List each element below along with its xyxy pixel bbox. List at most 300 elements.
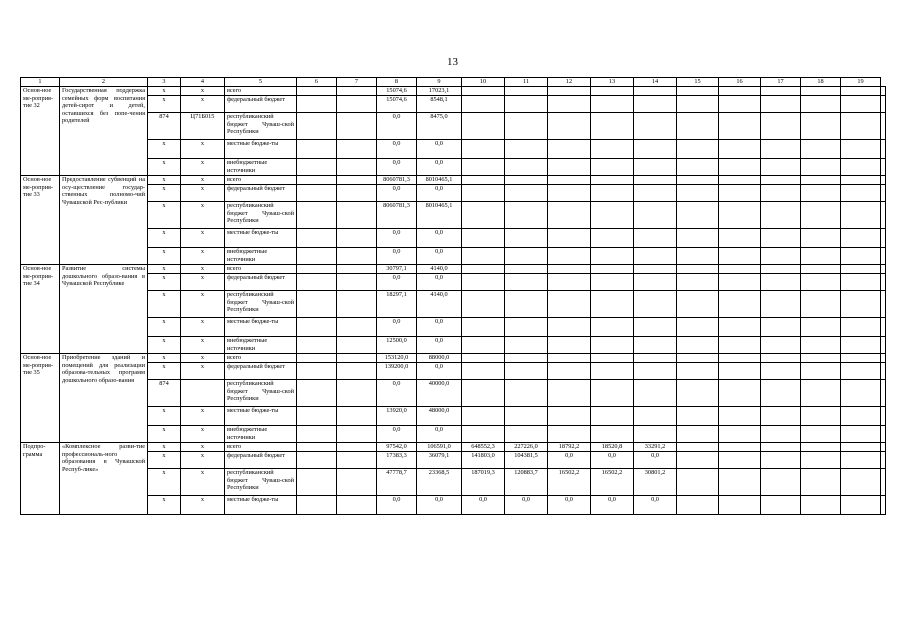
value-cell xyxy=(841,337,881,354)
value-cell xyxy=(881,265,886,274)
measure-code: Основ-ное ме-роприя-тие 32 xyxy=(21,87,60,176)
value-cell xyxy=(505,363,548,380)
value-cell xyxy=(337,202,377,229)
value-cell xyxy=(881,202,886,229)
target-code: х xyxy=(181,229,225,248)
target-code: х xyxy=(181,248,225,265)
table-row xyxy=(21,229,886,248)
value-cell xyxy=(337,469,377,496)
value-cell xyxy=(801,229,841,248)
value-cell xyxy=(548,407,591,426)
header-cell: 12 xyxy=(548,78,591,87)
value-cell xyxy=(801,443,841,452)
value-cell xyxy=(548,176,591,185)
value-cell xyxy=(591,202,634,229)
value-cell xyxy=(634,380,677,407)
value-cell xyxy=(881,407,886,426)
target-code: х xyxy=(181,159,225,176)
value-cell xyxy=(297,363,337,380)
value-cell xyxy=(761,426,801,443)
value-cell xyxy=(548,291,591,318)
value-cell: 0,0 xyxy=(417,248,462,265)
value-cell xyxy=(719,291,761,318)
funding-source: внебюджетные источники xyxy=(225,426,297,443)
funding-source: республиканский бюджет Чуваш-ской Республики xyxy=(225,380,297,407)
value-cell xyxy=(761,354,801,363)
value-cell: 16502,2 xyxy=(548,469,591,496)
value-cell xyxy=(297,452,337,469)
table-row xyxy=(21,469,886,496)
value-cell xyxy=(462,202,505,229)
admin-code: х xyxy=(148,291,181,318)
value-cell xyxy=(801,96,841,113)
value-cell xyxy=(548,202,591,229)
value-cell xyxy=(801,176,841,185)
admin-code: х xyxy=(148,496,181,515)
value-cell xyxy=(841,229,881,248)
value-cell xyxy=(841,265,881,274)
value-cell: 4140,0 xyxy=(417,265,462,274)
value-cell xyxy=(677,176,719,185)
header-cell: 13 xyxy=(591,78,634,87)
value-cell xyxy=(677,229,719,248)
value-cell xyxy=(801,291,841,318)
admin-code: х xyxy=(148,202,181,229)
value-cell xyxy=(761,407,801,426)
value-cell xyxy=(761,469,801,496)
value-cell xyxy=(634,202,677,229)
value-cell xyxy=(591,96,634,113)
admin-code: 874 xyxy=(148,380,181,407)
header-cell: 14 xyxy=(634,78,677,87)
value-cell xyxy=(548,229,591,248)
value-cell xyxy=(881,87,886,96)
value-cell xyxy=(881,140,886,159)
admin-code: 874 xyxy=(148,113,181,140)
value-cell xyxy=(297,443,337,452)
value-cell xyxy=(297,318,337,337)
funding-source: местные бюдже-ты xyxy=(225,318,297,337)
value-cell xyxy=(505,274,548,291)
value-cell xyxy=(719,407,761,426)
value-cell xyxy=(677,87,719,96)
value-cell: 0,0 xyxy=(505,496,548,515)
value-cell xyxy=(841,159,881,176)
value-cell: 18792,2 xyxy=(548,443,591,452)
value-cell xyxy=(297,337,337,354)
value-cell xyxy=(801,185,841,202)
value-cell xyxy=(801,318,841,337)
target-code: х xyxy=(181,318,225,337)
header-cell: 19 xyxy=(841,78,881,87)
value-cell xyxy=(548,274,591,291)
value-cell xyxy=(634,159,677,176)
header-cell: 17 xyxy=(761,78,801,87)
value-cell xyxy=(505,140,548,159)
admin-code: х xyxy=(148,407,181,426)
admin-code: х xyxy=(148,96,181,113)
table-row xyxy=(21,202,886,229)
target-code: х xyxy=(181,452,225,469)
funding-source: республиканский бюджет Чуваш-ской Республики xyxy=(225,469,297,496)
value-cell xyxy=(505,354,548,363)
value-cell xyxy=(719,354,761,363)
value-cell: 0,0 xyxy=(417,274,462,291)
value-cell xyxy=(719,202,761,229)
table-row xyxy=(21,96,886,113)
value-cell xyxy=(801,496,841,515)
measure-code: Основ-ное ме-роприя-тие 34 xyxy=(21,265,60,354)
value-cell xyxy=(677,452,719,469)
table-row xyxy=(21,185,886,202)
value-cell xyxy=(634,185,677,202)
value-cell xyxy=(591,274,634,291)
value-cell xyxy=(841,248,881,265)
value-cell xyxy=(591,291,634,318)
value-cell: 8010465,1 xyxy=(417,202,462,229)
value-cell xyxy=(761,452,801,469)
value-cell xyxy=(841,452,881,469)
value-cell: 153120,0 xyxy=(377,354,417,363)
value-cell xyxy=(548,265,591,274)
header-cell: 1 xyxy=(21,78,60,87)
value-cell xyxy=(761,274,801,291)
value-cell: 4140,0 xyxy=(417,291,462,318)
value-cell xyxy=(462,248,505,265)
value-cell xyxy=(761,176,801,185)
value-cell xyxy=(761,113,801,140)
value-cell xyxy=(297,248,337,265)
value-cell xyxy=(881,185,886,202)
value-cell: 0,0 xyxy=(634,452,677,469)
funding-source: республиканский бюджет Чуваш-ской Республики xyxy=(225,291,297,318)
value-cell xyxy=(337,291,377,318)
value-cell xyxy=(591,140,634,159)
value-cell xyxy=(881,113,886,140)
value-cell xyxy=(297,496,337,515)
value-cell xyxy=(761,265,801,274)
value-cell xyxy=(801,354,841,363)
value-cell xyxy=(719,337,761,354)
value-cell xyxy=(881,318,886,337)
value-cell xyxy=(761,229,801,248)
value-cell xyxy=(801,380,841,407)
value-cell xyxy=(591,426,634,443)
admin-code: х xyxy=(148,159,181,176)
value-cell xyxy=(297,202,337,229)
value-cell: 18297,1 xyxy=(377,291,417,318)
value-cell xyxy=(761,248,801,265)
value-cell xyxy=(761,140,801,159)
value-cell xyxy=(462,113,505,140)
value-cell xyxy=(505,380,548,407)
value-cell: 18520,8 xyxy=(591,443,634,452)
value-cell xyxy=(548,426,591,443)
value-cell xyxy=(462,96,505,113)
value-cell xyxy=(462,185,505,202)
admin-code: х xyxy=(148,229,181,248)
value-cell xyxy=(337,426,377,443)
admin-code: х xyxy=(148,354,181,363)
value-cell: 104381,5 xyxy=(505,452,548,469)
value-cell xyxy=(841,496,881,515)
value-cell: 23368,5 xyxy=(417,469,462,496)
target-code: х xyxy=(181,426,225,443)
value-cell xyxy=(297,354,337,363)
table-row xyxy=(21,291,886,318)
value-cell: 97542,0 xyxy=(377,443,417,452)
value-cell xyxy=(801,265,841,274)
value-cell xyxy=(761,202,801,229)
target-code: х xyxy=(181,87,225,96)
value-cell xyxy=(881,96,886,113)
value-cell xyxy=(761,496,801,515)
value-cell xyxy=(548,354,591,363)
measure-code: Основ-ное ме-роприя-тие 35 xyxy=(21,354,60,443)
value-cell: 15074,6 xyxy=(377,87,417,96)
value-cell xyxy=(841,140,881,159)
value-cell xyxy=(548,380,591,407)
table-row xyxy=(21,496,886,515)
value-cell xyxy=(881,274,886,291)
target-code: х xyxy=(181,96,225,113)
value-cell xyxy=(719,96,761,113)
funding-source: местные бюдже-ты xyxy=(225,496,297,515)
value-cell xyxy=(634,337,677,354)
value-cell xyxy=(801,337,841,354)
value-cell: 13920,0 xyxy=(377,407,417,426)
value-cell xyxy=(677,291,719,318)
admin-code: х xyxy=(148,337,181,354)
measure-name: Государственная поддержка семейных форм воспитания детей-сирот и детей, оставшихся без попе-чения родителей xyxy=(60,87,148,176)
value-cell xyxy=(801,113,841,140)
funding-source: федеральный бюджет xyxy=(225,363,297,380)
header-cell: 3 xyxy=(148,78,181,87)
value-cell: 0,0 xyxy=(377,318,417,337)
value-cell xyxy=(337,337,377,354)
admin-code: х xyxy=(148,318,181,337)
value-cell xyxy=(297,113,337,140)
target-code: х xyxy=(181,140,225,159)
value-cell: 0,0 xyxy=(462,496,505,515)
value-cell xyxy=(841,96,881,113)
value-cell: 48000,0 xyxy=(417,407,462,426)
value-cell xyxy=(677,363,719,380)
value-cell xyxy=(677,407,719,426)
value-cell xyxy=(677,426,719,443)
funding-source: республиканский бюджет Чуваш-ской Республики xyxy=(225,202,297,229)
value-cell xyxy=(591,407,634,426)
value-cell xyxy=(761,318,801,337)
value-cell xyxy=(881,443,886,452)
value-cell xyxy=(634,354,677,363)
value-cell: 8475,0 xyxy=(417,113,462,140)
value-cell xyxy=(337,140,377,159)
measure-name: Развитие системы дошкольного образо-вания в Чувашской Республике xyxy=(60,265,148,354)
value-cell xyxy=(719,452,761,469)
value-cell: 0,0 xyxy=(591,496,634,515)
value-cell: 0,0 xyxy=(548,452,591,469)
value-cell xyxy=(841,202,881,229)
value-cell xyxy=(719,363,761,380)
value-cell xyxy=(462,318,505,337)
value-cell xyxy=(337,443,377,452)
table-row xyxy=(21,380,886,407)
value-cell: 15074,6 xyxy=(377,96,417,113)
value-cell xyxy=(462,363,505,380)
value-cell xyxy=(297,96,337,113)
value-cell xyxy=(841,354,881,363)
value-cell xyxy=(841,274,881,291)
target-code: х xyxy=(181,443,225,452)
value-cell xyxy=(634,140,677,159)
value-cell: 0,0 xyxy=(548,496,591,515)
value-cell xyxy=(462,159,505,176)
value-cell xyxy=(591,176,634,185)
value-cell: 0,0 xyxy=(377,496,417,515)
value-cell: 0,0 xyxy=(377,159,417,176)
value-cell: 0,0 xyxy=(417,185,462,202)
header-cell: 8 xyxy=(377,78,417,87)
value-cell xyxy=(801,248,841,265)
value-cell xyxy=(462,380,505,407)
value-cell xyxy=(462,274,505,291)
admin-code: х xyxy=(148,265,181,274)
value-cell xyxy=(634,87,677,96)
value-cell: 120883,7 xyxy=(505,469,548,496)
value-cell: 0,0 xyxy=(417,426,462,443)
value-cell xyxy=(719,159,761,176)
value-cell xyxy=(719,318,761,337)
value-cell xyxy=(761,380,801,407)
value-cell xyxy=(719,443,761,452)
value-cell xyxy=(719,185,761,202)
value-cell xyxy=(677,469,719,496)
value-cell xyxy=(548,318,591,337)
value-cell: 0,0 xyxy=(377,380,417,407)
admin-code: х xyxy=(148,274,181,291)
value-cell xyxy=(841,185,881,202)
table-row xyxy=(21,159,886,176)
target-code: х xyxy=(181,202,225,229)
value-cell xyxy=(548,113,591,140)
value-cell xyxy=(677,354,719,363)
value-cell xyxy=(881,469,886,496)
value-cell xyxy=(761,185,801,202)
header-cell: 18 xyxy=(801,78,841,87)
value-cell xyxy=(881,363,886,380)
value-cell xyxy=(677,318,719,337)
value-cell xyxy=(841,469,881,496)
measure-code: Подпро-грамма xyxy=(21,443,60,515)
value-cell: 0,0 xyxy=(417,363,462,380)
value-cell xyxy=(719,229,761,248)
value-cell xyxy=(505,248,548,265)
value-cell: 0,0 xyxy=(417,140,462,159)
value-cell xyxy=(297,274,337,291)
value-cell xyxy=(548,363,591,380)
value-cell xyxy=(591,354,634,363)
value-cell xyxy=(337,96,377,113)
target-code: Ц71Б015 xyxy=(181,113,225,140)
value-cell xyxy=(881,380,886,407)
value-cell xyxy=(841,318,881,337)
value-cell: 30797,1 xyxy=(377,265,417,274)
value-cell: 0,0 xyxy=(634,496,677,515)
header-cell: 9 xyxy=(417,78,462,87)
value-cell xyxy=(548,185,591,202)
value-cell xyxy=(462,291,505,318)
value-cell xyxy=(634,229,677,248)
value-cell: 0,0 xyxy=(377,113,417,140)
value-cell: 8548,1 xyxy=(417,96,462,113)
value-cell xyxy=(634,407,677,426)
value-cell xyxy=(505,113,548,140)
value-cell xyxy=(841,291,881,318)
value-cell xyxy=(841,407,881,426)
value-cell xyxy=(801,363,841,380)
value-cell: 0,0 xyxy=(377,248,417,265)
value-cell xyxy=(337,176,377,185)
admin-code: х xyxy=(148,469,181,496)
value-cell xyxy=(591,318,634,337)
value-cell xyxy=(591,113,634,140)
funding-source: федеральный бюджет xyxy=(225,452,297,469)
value-cell xyxy=(591,337,634,354)
funding-source: местные бюдже-ты xyxy=(225,229,297,248)
value-cell xyxy=(548,140,591,159)
value-cell xyxy=(677,248,719,265)
value-cell: 187019,3 xyxy=(462,469,505,496)
target-code: х xyxy=(181,265,225,274)
value-cell xyxy=(591,380,634,407)
header-cell: 5 xyxy=(225,78,297,87)
value-cell xyxy=(591,248,634,265)
measure-code: Основ-ное ме-роприя-тие 33 xyxy=(21,176,60,265)
value-cell xyxy=(677,140,719,159)
value-cell xyxy=(462,140,505,159)
admin-code: х xyxy=(148,248,181,265)
funding-source: всего xyxy=(225,265,297,274)
value-cell xyxy=(548,337,591,354)
header-cell: 4 xyxy=(181,78,225,87)
value-cell: 0,0 xyxy=(377,229,417,248)
value-cell xyxy=(634,113,677,140)
value-cell xyxy=(591,265,634,274)
table-row xyxy=(21,274,886,291)
value-cell xyxy=(505,202,548,229)
value-cell xyxy=(462,426,505,443)
value-cell xyxy=(719,87,761,96)
value-cell xyxy=(719,113,761,140)
value-cell xyxy=(337,452,377,469)
value-cell xyxy=(591,87,634,96)
value-cell xyxy=(761,363,801,380)
value-cell xyxy=(761,159,801,176)
value-cell: 0,0 xyxy=(377,185,417,202)
value-cell xyxy=(505,185,548,202)
value-cell xyxy=(337,496,377,515)
value-cell xyxy=(634,265,677,274)
value-cell: 227226,0 xyxy=(505,443,548,452)
value-cell xyxy=(505,318,548,337)
value-cell xyxy=(761,96,801,113)
value-cell: 0,0 xyxy=(417,318,462,337)
value-cell xyxy=(297,176,337,185)
value-cell xyxy=(801,140,841,159)
value-cell xyxy=(591,363,634,380)
value-cell: 106591,0 xyxy=(417,443,462,452)
